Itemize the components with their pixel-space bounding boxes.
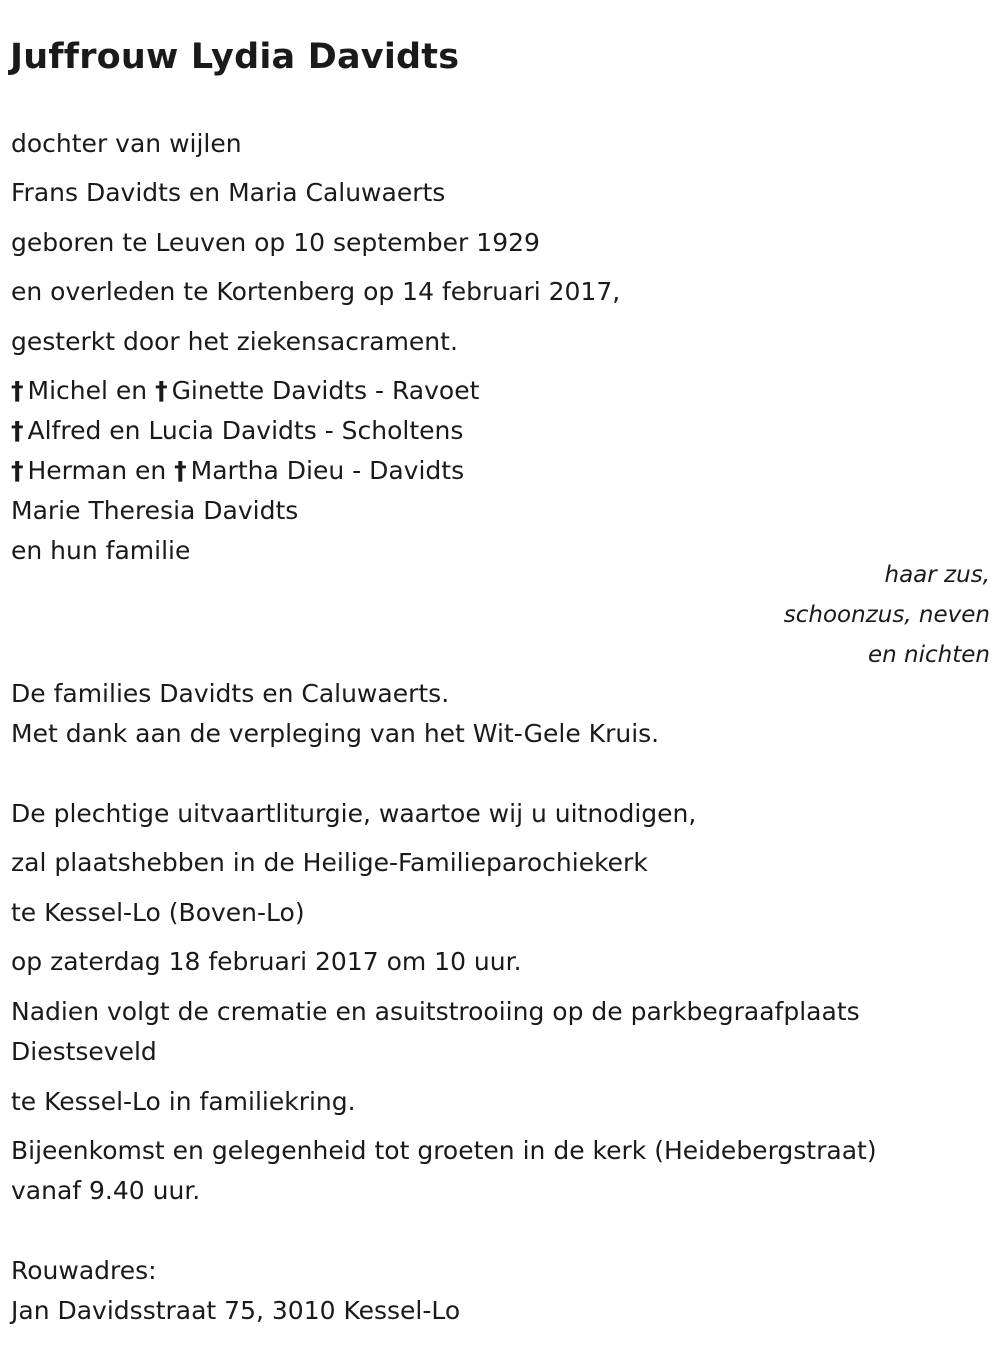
cross-icon: † bbox=[155, 376, 168, 405]
page-title: Juffrouw Lydia Davidts bbox=[10, 37, 460, 77]
address-value: Jan Davidsstraat 75, 3010 Kessel-Lo bbox=[11, 1296, 461, 1325]
family-line-5: en hun familie bbox=[11, 536, 191, 565]
intro-line-3: geboren te Leuven op 10 september 1929 bbox=[11, 228, 540, 257]
funeral-line-9: vanaf 9.40 uur. bbox=[11, 1176, 201, 1205]
family-line-2 bbox=[11, 414, 463, 448]
intro-line-4: en overleden te Kortenberg op 14 februari 2017, bbox=[11, 277, 621, 306]
cross-icon: † bbox=[11, 416, 24, 445]
funeral-line-3: te Kessel-Lo (Boven-Lo) bbox=[11, 898, 305, 927]
family-name: Ginette Davidts - Ravoet bbox=[171, 376, 480, 405]
funeral-line-5: Nadien volgt de crematie en asuitstrooiing op de parkbegraafplaats bbox=[11, 997, 860, 1026]
relation-line-1: haar zus, bbox=[884, 562, 990, 588]
intro-line-2: Frans Davidts en Maria Caluwaerts bbox=[11, 178, 446, 207]
family-name: Martha Dieu - Davidts bbox=[190, 456, 465, 485]
cross-icon: † bbox=[11, 376, 24, 405]
funeral-line-7: te Kessel-Lo in familiekring. bbox=[11, 1087, 356, 1116]
family-name: Michel en bbox=[27, 376, 148, 405]
funeral-line-1: De plechtige uitvaartliturgie, waartoe wij u uitnodigen, bbox=[11, 799, 697, 828]
family-line-4: Marie Theresia Davidts bbox=[11, 496, 299, 525]
relation-line-3: en nichten bbox=[868, 642, 990, 668]
funeral-line-2: zal plaatshebben in de Heilige-Familieparochiekerk bbox=[11, 848, 648, 877]
family-line-1 bbox=[11, 374, 479, 408]
cross-icon: † bbox=[11, 456, 24, 485]
address-label: Rouwadres: bbox=[11, 1256, 157, 1285]
relation-line-2: schoonzus, neven bbox=[783, 602, 990, 628]
cross-icon: † bbox=[174, 456, 187, 485]
family-name: Herman en bbox=[27, 456, 167, 485]
family-line-3 bbox=[11, 454, 464, 488]
intro-line-1: dochter van wijlen bbox=[11, 129, 242, 158]
thanks-line-2: Met dank aan de verpleging van het Wit-Gele Kruis. bbox=[11, 719, 660, 748]
intro-line-5: gesterkt door het ziekensacrament. bbox=[11, 327, 458, 356]
family-name: Alfred en Lucia Davidts - Scholtens bbox=[27, 416, 464, 445]
funeral-line-6: Diestseveld bbox=[11, 1037, 157, 1066]
thanks-line-1: De families Davidts en Caluwaerts. bbox=[11, 679, 450, 708]
funeral-line-4: op zaterdag 18 februari 2017 om 10 uur. bbox=[11, 947, 522, 976]
funeral-line-8: Bijeenkomst en gelegenheid tot groeten in de kerk (Heidebergstraat) bbox=[11, 1136, 877, 1165]
